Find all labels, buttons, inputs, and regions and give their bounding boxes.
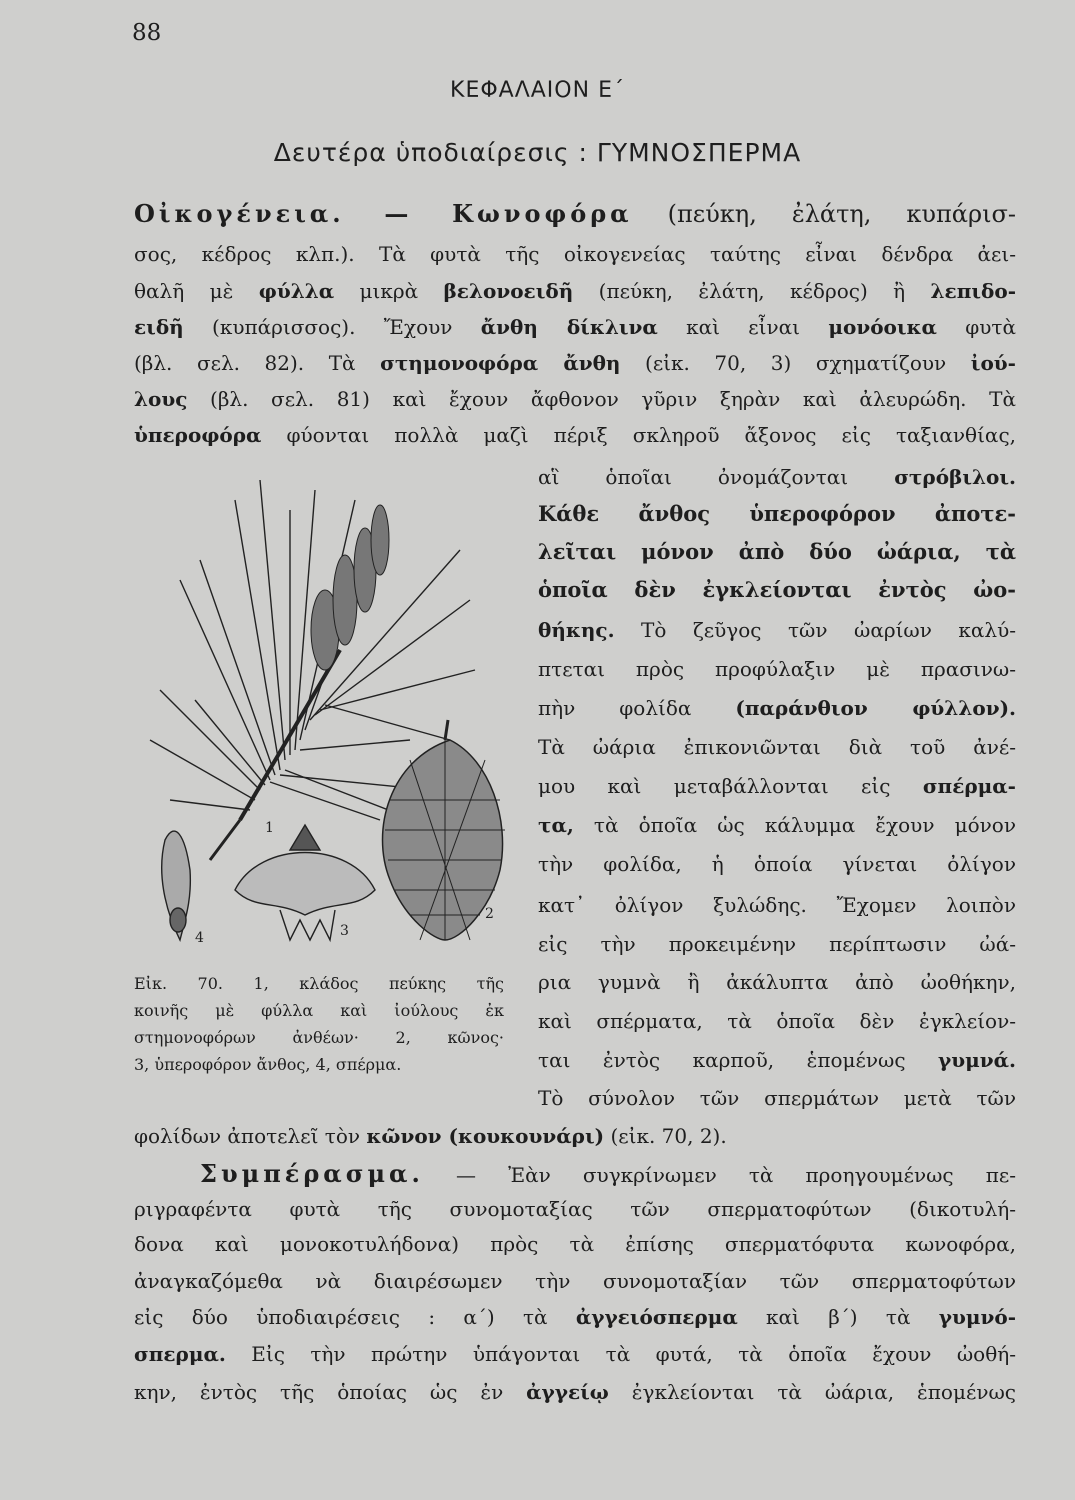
text-line: μου καὶ μεταβάλλονται εἰς σπέρμα- — [538, 774, 1016, 798]
text-line: λεῖται μόνον ἀπὸ δύο ὠάρια, τὰ — [538, 539, 1016, 564]
text-line: αἳ ὁποῖαι ὀνομάζονται στρόβιλοι. — [538, 465, 1016, 489]
text-line: ὁποῖα δὲν ἐγκλείονται ἐντὸς ὠο- — [538, 577, 1016, 602]
text-line: (βλ. σελ. 82). Τὰ στημονοφόρα ἄνθη (εἰκ. 70, 3) σχηματίζουν ἰού- — [134, 351, 1016, 375]
text-line: φολίδων ἀποτελεῖ τὸν κῶνον (κουκουνάρι) (εἰκ. 70, 2). — [134, 1124, 727, 1148]
text-line: ἀναγκαζόμεθα νὰ διαιρέσωμεν τὴν συνομοταξίαν τῶν σπερματοφύτων — [134, 1269, 1016, 1293]
text-line: τὴν φολίδα, ἡ ὁποία γίνεται ὀλίγον — [538, 852, 1016, 876]
conclusion-heading: Συμπέρασμα. — [200, 1159, 424, 1188]
family-heading: Οἰκογένεια. — Κωνοφόρα — [134, 199, 633, 228]
text-line: ται ἐντὸς καρποῦ, ἑπομένως γυμνά. — [538, 1048, 1016, 1072]
text-line: κην, ἐντὸς τῆς ὁποίας ὡς ἐν ἀγγείῳ ἐγκλείονται τὰ ὠάρια, ἑπομένως — [134, 1380, 1016, 1404]
text-line: σος, κέδρος κλπ.). Τὰ φυτὰ τῆς οἰκογενείας ταύτης εἶναι δένδρα ἀει- — [134, 242, 1016, 266]
text-line: πτεται πρὸς προφύλαξιν μὲ πρασινω- — [538, 657, 1016, 681]
text-line: εἰς τὴν προκειμένην περίπτωσιν ὠά- — [538, 932, 1016, 956]
text-line: Τὸ σύνολον τῶν σπερμάτων μετὰ τῶν — [538, 1086, 1016, 1110]
page-number: 88 — [132, 20, 162, 46]
text-line: Κάθε ἄνθος ὑπεροφόρον ἀποτε- — [538, 501, 1016, 526]
caption-line: στημονοφόρων ἀνθέων· 2, κῶνος· — [134, 1028, 504, 1047]
text-line: κατ᾿ ὀλίγον ξυλώδης. Ἔχομεν λοιπὸν — [538, 893, 1016, 917]
chapter-heading: ΚΕΦΑΛΑΙΟΝ Ε΄ — [450, 78, 625, 103]
text-line: Συμπέρασμα. — Ἐὰν συγκρίνωμεν τὰ προηγουμένως πε- — [200, 1159, 1016, 1188]
text-line: Οἰκογένεια. — Κωνοφόρα (πεύκη, ἐλάτη, κυπάρισ- — [134, 199, 1017, 228]
text-line: τα, τὰ ὁποῖα ὡς κάλυμμα ἔχουν μόνον — [538, 813, 1016, 837]
male-catkins-drawing — [311, 505, 389, 670]
caption-line: 3, ὑπεροφόρον ἄνθος, 4, σπέρμα. — [134, 1055, 402, 1074]
pine-illustration — [140, 440, 520, 960]
text-line: Τὰ ὠάρια ἐπικονιῶνται διὰ τοῦ ἀνέ- — [538, 735, 1016, 759]
text-line: καὶ σπέρματα, τὰ ὁποῖα δὲν ἐγκλείον- — [538, 1009, 1016, 1033]
text-line: λους (βλ. σελ. 81) καὶ ἔχουν ἄφθονον γῦριν ξηρὰν καὶ ἀλευρώδη. Τὰ — [134, 387, 1016, 411]
caption-line: κοινῆς μὲ φύλλα καὶ ἰούλους ἐκ — [134, 1001, 504, 1020]
text-line: ὑπεροφόρα φύονται πολλὰ μαζὶ πέριξ σκληροῦ ἄξονος εἰς ταξιανθίας, — [134, 423, 1016, 447]
ovule-scale-drawing — [235, 825, 375, 940]
figure-label-4: 4 — [195, 930, 204, 946]
section-subtitle: Δευτέρα ὑποδιαίρεσις : ΓΥΜΝΟΣΠΕΡΜΑ — [273, 138, 802, 167]
seed-drawing — [162, 831, 191, 940]
text-line: πὴν φολίδα (παράνθιον φύλλον). — [538, 696, 1016, 720]
figure-label-2: 2 — [485, 906, 494, 922]
text-line: δονα καὶ μονοκοτυλήδονα) πρὸς τὰ ἐπίσης σπερματόφυτα κωνοφόρα, — [134, 1232, 1016, 1256]
text-line: ριγραφέντα φυτὰ τῆς συνομοταξίας τῶν σπερματοφύτων (δικοτυλή- — [134, 1197, 1016, 1221]
text-line: εἰς δύο ὑποδιαιρέσεις : α΄) τὰ ἀγγειόσπερμα καὶ β΄) τὰ γυμνό- — [134, 1305, 1017, 1329]
text-line: σπερμα. Εἰς τὴν πρώτην ὑπάγονται τὰ φυτά, τὰ ὁποῖα ἔχουν ὠοθή- — [134, 1342, 1016, 1366]
figure-label-1: 1 — [265, 820, 274, 836]
text-line: θήκης. Τὸ ζεῦγος τῶν ὠαρίων καλύ- — [538, 618, 1016, 642]
caption-line: Εἰκ. 70. 1, κλάδος πεύκης τῆς — [134, 974, 504, 993]
text-line: ρια γυμνὰ ἢ ἀκάλυπτα ἀπὸ ὠοθήκην, — [538, 970, 1016, 994]
text-line: θαλῆ μὲ φύλλα μικρὰ βελονοειδῆ (πεύκη, ἐλάτη, κέδρος) ἢ λεπιδο- — [134, 279, 1016, 303]
text-line: ειδῆ (κυπάρισσος). Ἔχουν ἄνθη δίκλινα καὶ εἶναι μονόοικα φυτὰ — [134, 315, 1016, 339]
figure-label-3: 3 — [340, 923, 349, 939]
